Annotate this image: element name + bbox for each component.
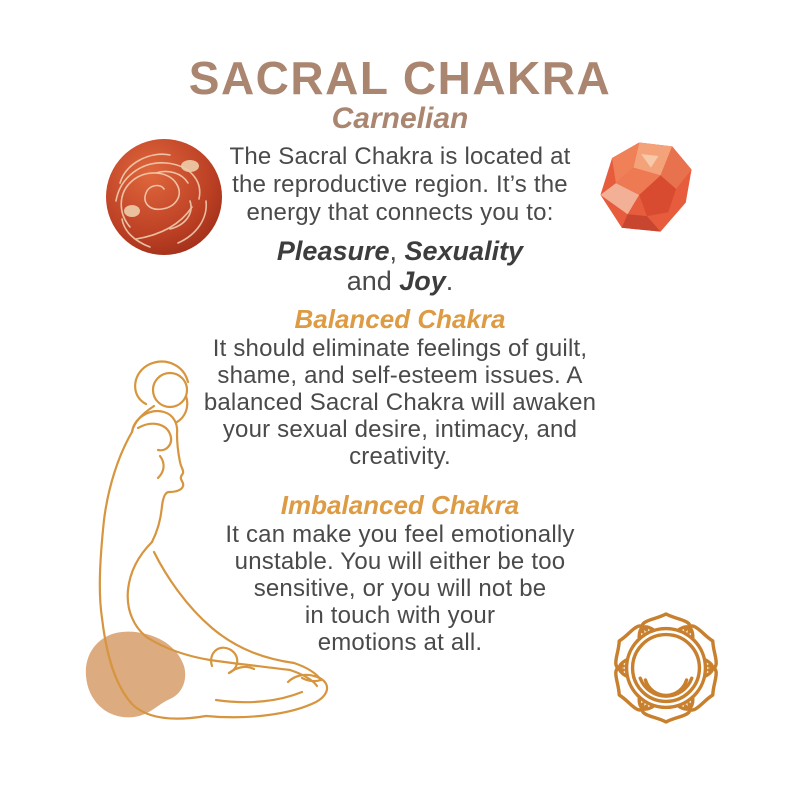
keyword-period: . (445, 266, 454, 296)
sacral-chakra-symbol (606, 608, 726, 728)
intro-line: the reproductive region. It’s the (232, 171, 568, 198)
balanced-body-line: balanced Sacral Chakra will awaken (203, 389, 597, 416)
balanced-body-line: your sexual desire, intimacy, and (222, 416, 578, 443)
imbalanced-body-line: in touch with your (304, 602, 496, 629)
keyword-conjunction: and (346, 266, 400, 296)
sacral-region-blob (86, 632, 185, 718)
imbalanced-chakra-heading: Imbalanced Chakra (280, 490, 520, 520)
keyword-separator: , (389, 236, 405, 266)
imbalanced-body-line: unstable. You will either be too (234, 548, 566, 575)
imbalanced-body-line: sensitive, or you will not be (253, 575, 547, 602)
keywords-line-1 (0, 236, 800, 266)
balanced-body-line: creativity. (349, 443, 451, 470)
page-title: SACRAL CHAKRA (188, 52, 612, 104)
imbalanced-body-line: emotions at all. (317, 629, 483, 656)
meditating-woman-line-art (66, 360, 338, 768)
intro-line: energy that connects you to: (246, 199, 554, 226)
balanced-body-line: shame, and self-esteem issues. A (217, 362, 583, 389)
keyword-sexuality: Sexuality (404, 236, 524, 266)
imbalanced-body-line: It can make you feel emotionally (225, 521, 575, 548)
page-subtitle: Carnelian (331, 102, 469, 135)
keyword-pleasure: Pleasure (276, 236, 390, 266)
keywords-line-2 (0, 266, 800, 296)
intro-line: The Sacral Chakra is located at (229, 143, 571, 170)
balanced-chakra-heading: Balanced Chakra (294, 304, 506, 334)
keyword-joy: Joy (399, 266, 446, 296)
balanced-body-line: It should eliminate feelings of guilt, (212, 335, 588, 362)
